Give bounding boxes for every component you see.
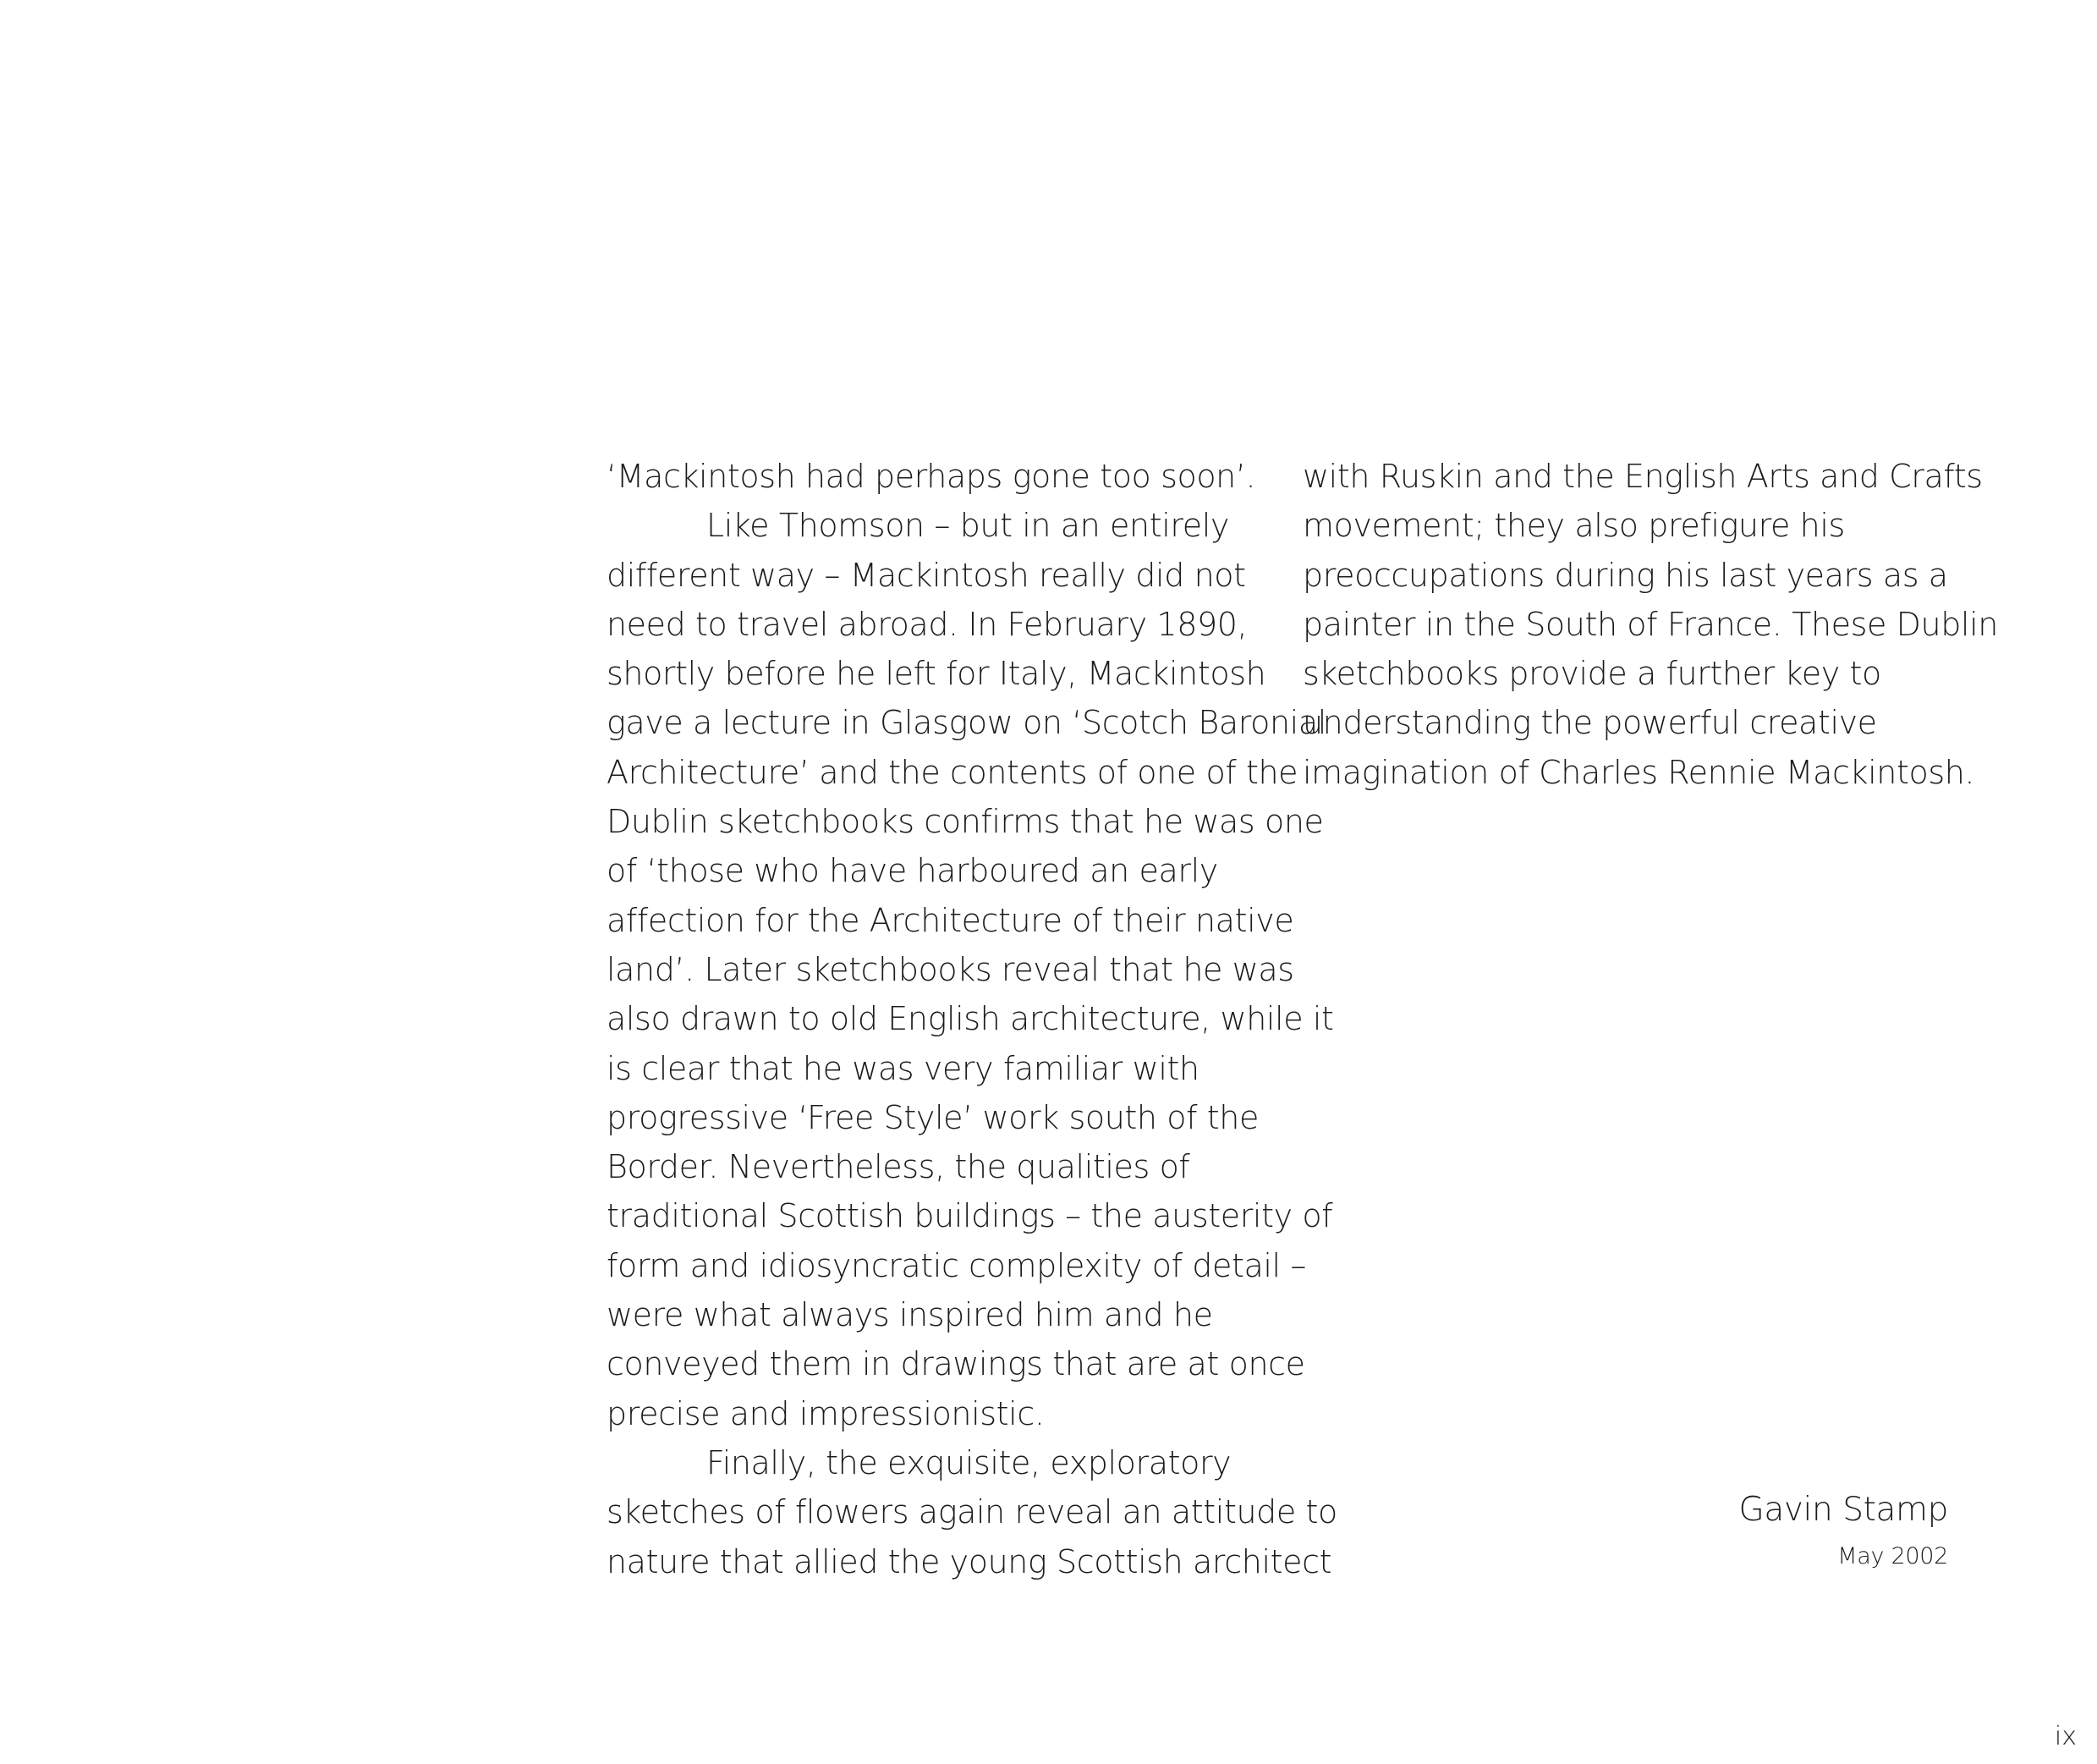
text-line: Dublin sketchbooks confirms that he was one: [607, 803, 1324, 841]
text-line: sketches of flowers again reveal an attitude to: [607, 1493, 1337, 1531]
text-line: form and idiosyncratic complexity of detail –: [607, 1246, 1306, 1284]
text-line: gave a lecture in Glasgow on ‘Scotch Baronial: [607, 704, 1326, 742]
text-column-right: [1303, 452, 1998, 797]
author-name: Gavin Stamp: [1738, 1491, 1948, 1529]
text-line: of ‘those who have harboured an early: [607, 852, 1218, 890]
text-line: understanding the powerful creative: [1303, 704, 1877, 742]
text-line: Border. Nevertheless, the qualities of: [607, 1148, 1190, 1186]
text-line: different way – Mackintosh really did not: [607, 556, 1246, 594]
text-line: Like Thomson – but in an entirely: [706, 507, 1229, 545]
text-line: affection for the Architecture of their native: [607, 901, 1294, 939]
text-column-left: [607, 452, 1337, 1586]
text-line: with Ruskin and the English Arts and Crafts: [1303, 458, 1983, 495]
page-number: ix: [2054, 1722, 2077, 1751]
text-line: precise and impressionistic.: [607, 1394, 1045, 1432]
signature-block: [1739, 1486, 1948, 1574]
text-line: were what always inspired him and he: [607, 1296, 1213, 1334]
text-line: movement; they also prefigure his: [1303, 507, 1845, 545]
text-line: also drawn to old English architecture, while it: [607, 1000, 1334, 1038]
text-line: Architecture’ and the contents of one of the: [607, 753, 1298, 791]
text-line: shortly before he left for Italy, Mackintosh: [607, 655, 1266, 693]
text-line: conveyed them in drawings that are at once: [607, 1345, 1305, 1383]
text-line: land’. Later sketchbooks reveal that he was: [607, 950, 1294, 988]
text-line: preoccupations during his last years as a: [1303, 556, 1948, 594]
text-line: imagination of Charles Rennie Mackintosh.: [1303, 753, 1975, 791]
signature-date: May 2002: [1837, 1543, 1948, 1569]
text-line: sketchbooks provide a further key to: [1303, 655, 1881, 693]
text-line: Finally, the exquisite, exploratory: [706, 1443, 1232, 1481]
text-line: progressive ‘Free Style’ work south of the: [607, 1098, 1259, 1136]
text-line: traditional Scottish buildings – the austerity of: [607, 1197, 1333, 1235]
text-line: nature that allied the young Scottish architect: [607, 1542, 1332, 1580]
text-line: ‘Mackintosh had perhaps gone too soon’.: [607, 458, 1256, 495]
text-line: need to travel abroad. In February 1890,: [607, 605, 1248, 643]
text-line: painter in the South of France. These Dublin: [1303, 605, 1998, 643]
text-line: is clear that he was very familiar with: [607, 1049, 1199, 1087]
